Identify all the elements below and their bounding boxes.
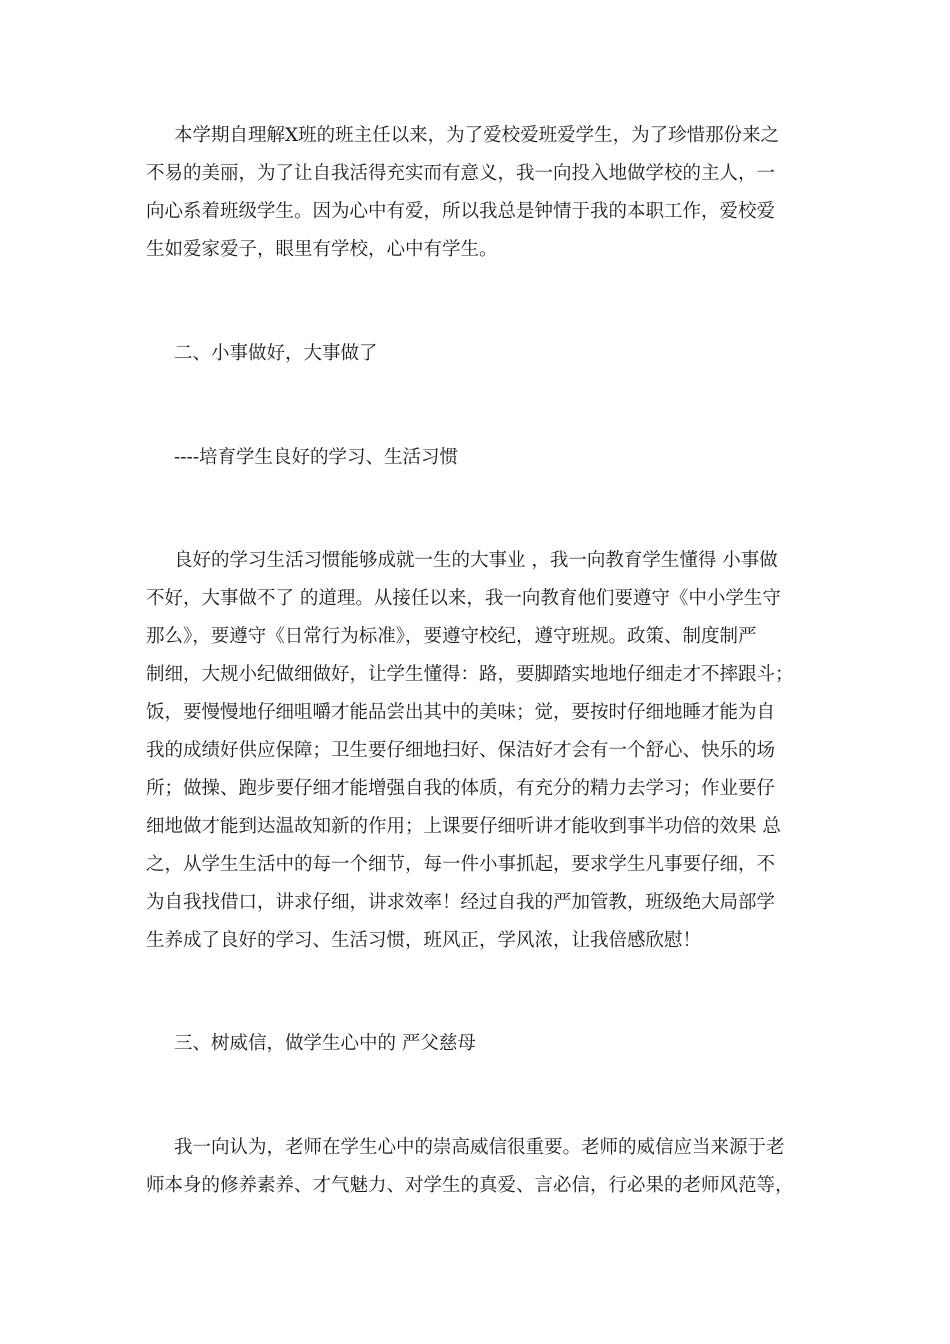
paragraph-2-line-2: 不好，大事做不了 的道理。从接任以来，我一向教育他们要遵守《中小学生守: [146, 588, 781, 609]
paragraph-1-line-3: 向心系着班级学生。因为心中有爱，所以我总是钟情于我的本职工作，爱校爱: [146, 201, 776, 222]
paragraph-2-line-5: 饭，要慢慢地仔细咀嚼才能品尝出其中的美味；觉，要按时仔细地睡才能为自: [146, 702, 776, 723]
paragraph-2-line-10: 为自我找借口，讲求仔细，讲求效率！经过自我的严加管教，班级绝大局部学: [146, 892, 776, 913]
paragraph-3-line-1: 我一向认为，老师在学生心中的崇高威信很重要。老师的威信应当来源于老: [174, 1137, 785, 1158]
paragraph-2-line-1: 良好的学习生活习惯能够成就一生的大事业 ，我一向教育学生懂得 小事做: [174, 550, 778, 571]
paragraph-2-line-4: 制细，大规小纪做细做好，让学生懂得：路，要脚踏实地地仔细走才不摔跟斗；: [146, 664, 794, 685]
paragraph-2-line-11: 生养成了良好的学习、生活习惯，班风正，学风浓，让我倍感欣慰！: [146, 930, 702, 951]
paragraph-2-line-9: 之，从学生生活中的每一个细节，每一件小事抓起，要求学生凡事要仔细，不: [146, 854, 776, 875]
paragraph-2-line-6: 我的成绩好供应保障；卫生要仔细地扫好、保洁好才会有一个舒心、快乐的场: [146, 740, 776, 761]
section-2-heading: 二、小事做好，大事做了: [174, 343, 378, 364]
paragraph-2-line-8: 细地做才能到达温故知新的作用；上课要仔细听讲才能收到事半功倍的效果 总: [146, 816, 781, 837]
paragraph-1-line-2: 不易的美丽，为了让自我活得充实而有意义，我一向投入地做学校的主人，一: [146, 163, 776, 184]
section-2-subheading: ----培育学生良好的学习、生活习惯: [174, 447, 459, 468]
paragraph-2-line-7: 所；做操、跑步要仔细才能增强自我的体质，有充分的精力去学习；作业要仔: [146, 778, 776, 799]
section-3-heading: 三、树威信，做学生心中的 严父慈母: [174, 1033, 476, 1054]
paragraph-2-line-3: 那么》，要遵守《日常行为标准》，要遵守校纪，遵守班规。政策、制度制严: [146, 626, 757, 647]
paragraph-3-line-2: 师本身的修养素养、才气魅力、对学生的真爱、言必信，行必果的老师风范等，: [146, 1175, 794, 1196]
paragraph-1-line-1: 本学期自理解X班的班主任以来，为了爱校爱班爱学生，为了珍惜那份来之: [174, 125, 780, 146]
paragraph-1-line-4: 生如爱家爱子，眼里有学校，心中有学生。: [146, 239, 498, 260]
